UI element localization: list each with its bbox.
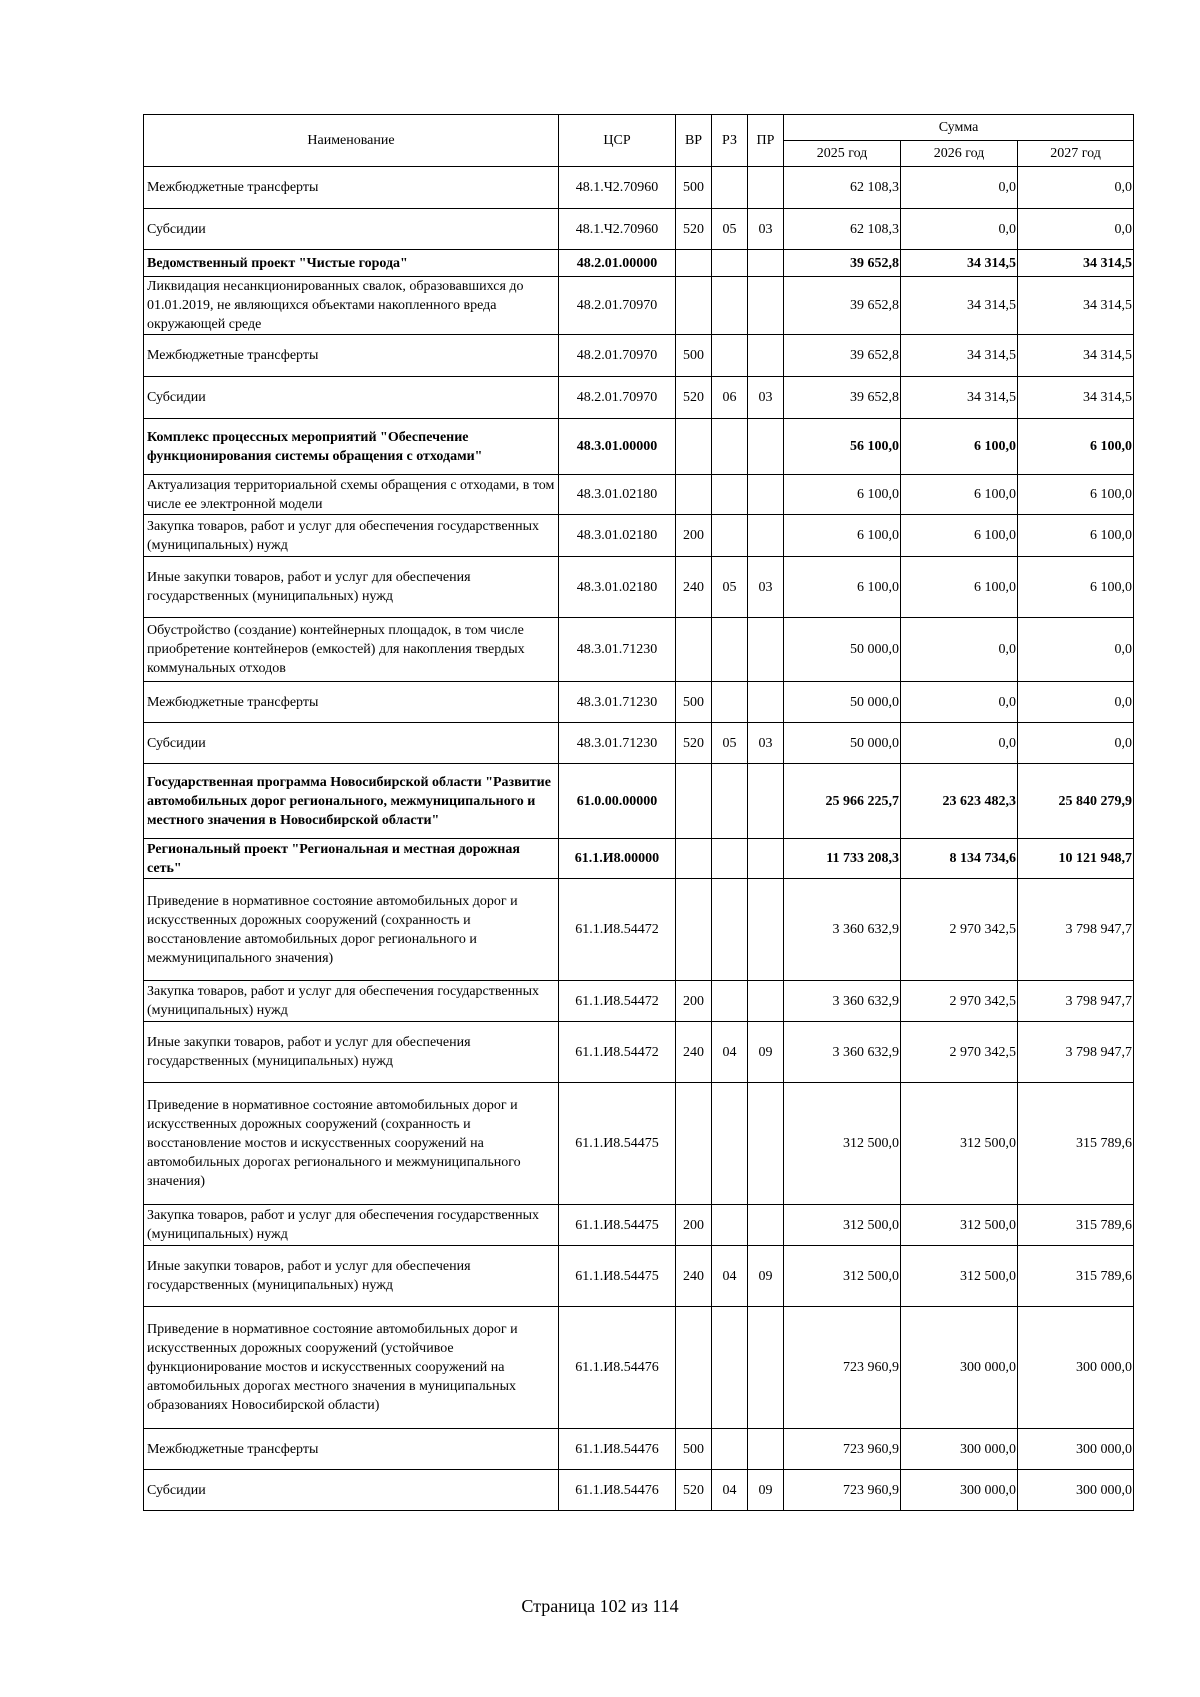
cell-vr (676, 419, 712, 475)
cell-name: Межбюджетные трансферты (144, 682, 559, 723)
cell-vr: 200 (676, 515, 712, 557)
table-row (144, 981, 1134, 1022)
cell-csr: 61.1.И8.00000 (559, 839, 676, 879)
cell-rz (712, 419, 748, 475)
cell-vr: 200 (676, 1205, 712, 1246)
header-year-2025: 2025 год (784, 141, 901, 167)
cell-csr: 61.1.И8.54476 (559, 1429, 676, 1470)
cell-2025: 6 100,0 (784, 475, 901, 515)
table-row (144, 1022, 1134, 1083)
cell-rz (712, 250, 748, 277)
cell-csr: 48.3.01.00000 (559, 419, 676, 475)
cell-2027: 300 000,0 (1018, 1307, 1134, 1429)
cell-2025: 3 360 632,9 (784, 879, 901, 981)
cell-2027: 0,0 (1018, 682, 1134, 723)
table-row (144, 1470, 1134, 1511)
cell-2026: 300 000,0 (901, 1470, 1018, 1511)
cell-2026: 0,0 (901, 209, 1018, 250)
cell-vr: 240 (676, 1022, 712, 1083)
table-row (144, 250, 1134, 277)
table-row (144, 475, 1134, 515)
cell-name: Актуализация территориальной схемы обращения с отходами, в том числе ее электронной модели (144, 475, 559, 515)
cell-2027: 315 789,6 (1018, 1083, 1134, 1205)
cell-2025: 50 000,0 (784, 723, 901, 764)
cell-vr: 520 (676, 377, 712, 419)
cell-name: Межбюджетные трансферты (144, 1429, 559, 1470)
cell-pr (748, 879, 784, 981)
cell-2026: 312 500,0 (901, 1246, 1018, 1307)
cell-pr (748, 277, 784, 335)
cell-rz: 04 (712, 1022, 748, 1083)
cell-2025: 312 500,0 (784, 1205, 901, 1246)
cell-pr (748, 475, 784, 515)
cell-2027: 34 314,5 (1018, 377, 1134, 419)
cell-2026: 0,0 (901, 682, 1018, 723)
cell-2025: 3 360 632,9 (784, 981, 901, 1022)
cell-2027: 0,0 (1018, 618, 1134, 682)
cell-2027: 3 798 947,7 (1018, 981, 1134, 1022)
cell-pr (748, 250, 784, 277)
cell-2027: 34 314,5 (1018, 335, 1134, 377)
cell-vr (676, 839, 712, 879)
cell-2025: 723 960,9 (784, 1307, 901, 1429)
table-row (144, 167, 1134, 209)
cell-vr: 500 (676, 682, 712, 723)
cell-name: Ведомственный проект "Чистые города" (144, 250, 559, 277)
cell-name: Субсидии (144, 1470, 559, 1511)
cell-pr (748, 1083, 784, 1205)
cell-2025: 6 100,0 (784, 557, 901, 618)
cell-2026: 6 100,0 (901, 515, 1018, 557)
cell-csr: 48.3.01.02180 (559, 515, 676, 557)
cell-name: Иные закупки товаров, работ и услуг для обеспечения государственных (муниципальных) нужд (144, 1246, 559, 1307)
cell-2025: 39 652,8 (784, 250, 901, 277)
cell-pr: 09 (748, 1022, 784, 1083)
cell-csr: 48.3.01.71230 (559, 618, 676, 682)
cell-2027: 315 789,6 (1018, 1246, 1134, 1307)
cell-pr (748, 1429, 784, 1470)
cell-pr (748, 618, 784, 682)
table-row (144, 764, 1134, 839)
cell-csr: 48.3.01.02180 (559, 475, 676, 515)
cell-rz (712, 1307, 748, 1429)
cell-csr: 61.1.И8.54475 (559, 1246, 676, 1307)
cell-2025: 723 960,9 (784, 1470, 901, 1511)
cell-pr (748, 764, 784, 839)
cell-rz (712, 618, 748, 682)
table-row (144, 515, 1134, 557)
cell-2026: 23 623 482,3 (901, 764, 1018, 839)
header-sum: Сумма (784, 115, 1134, 141)
table-row (144, 335, 1134, 377)
cell-csr: 61.1.И8.54472 (559, 1022, 676, 1083)
cell-name: Приведение в нормативное состояние автомобильных дорог и искусственных дорожных сооружений (сохранность и восстановление мостов и искусственных сооружений на автомобильных дорогах регионального и межмуниципального значения) (144, 1083, 559, 1205)
cell-rz (712, 879, 748, 981)
table-row (144, 1307, 1134, 1429)
cell-2026: 34 314,5 (901, 335, 1018, 377)
table-row (144, 618, 1134, 682)
cell-2025: 723 960,9 (784, 1429, 901, 1470)
budget-table (143, 114, 1134, 1511)
cell-pr (748, 167, 784, 209)
cell-rz (712, 764, 748, 839)
cell-2025: 39 652,8 (784, 335, 901, 377)
cell-name: Закупка товаров, работ и услуг для обеспечения государственных (муниципальных) нужд (144, 981, 559, 1022)
cell-vr: 520 (676, 209, 712, 250)
cell-2026: 6 100,0 (901, 419, 1018, 475)
cell-rz: 05 (712, 209, 748, 250)
cell-pr (748, 335, 784, 377)
cell-2026: 34 314,5 (901, 377, 1018, 419)
cell-rz (712, 1083, 748, 1205)
cell-pr: 03 (748, 557, 784, 618)
cell-pr (748, 1307, 784, 1429)
header-vr: ВР (676, 115, 712, 167)
cell-pr: 03 (748, 209, 784, 250)
table-row (144, 277, 1134, 335)
cell-rz: 05 (712, 723, 748, 764)
cell-2025: 62 108,3 (784, 209, 901, 250)
cell-2026: 300 000,0 (901, 1307, 1018, 1429)
cell-pr (748, 981, 784, 1022)
cell-name: Ликвидация несанкционированных свалок, образовавшихся до 01.01.2019, не являющихся объектами накопленного вреда окружающей среде (144, 277, 559, 335)
cell-rz (712, 682, 748, 723)
cell-vr: 500 (676, 1429, 712, 1470)
cell-vr: 500 (676, 335, 712, 377)
cell-pr: 09 (748, 1246, 784, 1307)
cell-name: Межбюджетные трансферты (144, 335, 559, 377)
table-row (144, 557, 1134, 618)
table-row (144, 839, 1134, 879)
cell-2025: 3 360 632,9 (784, 1022, 901, 1083)
cell-name: Субсидии (144, 377, 559, 419)
cell-csr: 48.2.01.70970 (559, 277, 676, 335)
cell-csr: 48.1.Ч2.70960 (559, 167, 676, 209)
cell-2025: 39 652,8 (784, 277, 901, 335)
cell-rz (712, 839, 748, 879)
cell-name: Приведение в нормативное состояние автомобильных дорог и искусственных дорожных сооружений (сохранность и восстановление автомобильных дорог регионального и межмуниципального значения) (144, 879, 559, 981)
table-body (144, 167, 1134, 1511)
cell-2027: 6 100,0 (1018, 515, 1134, 557)
cell-2025: 312 500,0 (784, 1246, 901, 1307)
cell-2025: 56 100,0 (784, 419, 901, 475)
cell-2027: 6 100,0 (1018, 419, 1134, 475)
cell-pr (748, 682, 784, 723)
cell-2027: 0,0 (1018, 209, 1134, 250)
cell-csr: 48.1.Ч2.70960 (559, 209, 676, 250)
page-number: Страница 102 из 114 (521, 1596, 679, 1616)
table-row (144, 879, 1134, 981)
cell-vr (676, 250, 712, 277)
cell-rz (712, 277, 748, 335)
cell-2027: 10 121 948,7 (1018, 839, 1134, 879)
cell-csr: 48.2.01.70970 (559, 335, 676, 377)
header-name: Наименование (144, 115, 559, 167)
table-header (144, 115, 1134, 167)
cell-2025: 312 500,0 (784, 1083, 901, 1205)
cell-2027: 6 100,0 (1018, 557, 1134, 618)
cell-name: Субсидии (144, 209, 559, 250)
cell-vr: 500 (676, 167, 712, 209)
cell-2027: 6 100,0 (1018, 475, 1134, 515)
cell-name: Региональный проект "Региональная и местная дорожная сеть" (144, 839, 559, 879)
cell-pr: 03 (748, 723, 784, 764)
header-year-2026: 2026 год (901, 141, 1018, 167)
cell-rz (712, 475, 748, 515)
header-pr: ПР (748, 115, 784, 167)
cell-csr: 48.3.01.71230 (559, 723, 676, 764)
table-row (144, 1083, 1134, 1205)
cell-2027: 315 789,6 (1018, 1205, 1134, 1246)
cell-vr (676, 1307, 712, 1429)
table-row (144, 209, 1134, 250)
cell-csr: 48.3.01.71230 (559, 682, 676, 723)
cell-2025: 50 000,0 (784, 618, 901, 682)
cell-vr (676, 618, 712, 682)
cell-name: Закупка товаров, работ и услуг для обеспечения государственных (муниципальных) нужд (144, 515, 559, 557)
cell-csr: 61.1.И8.54475 (559, 1083, 676, 1205)
cell-pr: 09 (748, 1470, 784, 1511)
cell-name: Комплекс процессных мероприятий "Обеспечение функционирования системы обращения с отходами" (144, 419, 559, 475)
cell-2026: 2 970 342,5 (901, 1022, 1018, 1083)
cell-name: Государственная программа Новосибирской области "Развитие автомобильных дорог регионального, межмуниципального и местного значения в Новосибирской области" (144, 764, 559, 839)
cell-2027: 0,0 (1018, 167, 1134, 209)
cell-csr: 48.2.01.00000 (559, 250, 676, 277)
cell-rz (712, 167, 748, 209)
cell-2026: 0,0 (901, 723, 1018, 764)
cell-name: Субсидии (144, 723, 559, 764)
cell-2025: 39 652,8 (784, 377, 901, 419)
cell-rz: 04 (712, 1470, 748, 1511)
cell-2026: 312 500,0 (901, 1205, 1018, 1246)
cell-name: Иные закупки товаров, работ и услуг для обеспечения государственных (муниципальных) нужд (144, 557, 559, 618)
cell-rz (712, 981, 748, 1022)
cell-name: Межбюджетные трансферты (144, 167, 559, 209)
cell-vr (676, 1083, 712, 1205)
cell-name: Обустройство (создание) контейнерных площадок, в том числе приобретение контейнеров (емкостей) для накопления твердых коммунальных отходов (144, 618, 559, 682)
cell-2026: 8 134 734,6 (901, 839, 1018, 879)
table-row (144, 723, 1134, 764)
cell-2025: 6 100,0 (784, 515, 901, 557)
cell-2027: 34 314,5 (1018, 277, 1134, 335)
cell-2025: 62 108,3 (784, 167, 901, 209)
cell-csr: 61.1.И8.54476 (559, 1470, 676, 1511)
cell-vr: 520 (676, 723, 712, 764)
table-row (144, 377, 1134, 419)
cell-csr: 61.1.И8.54475 (559, 1205, 676, 1246)
table-row (144, 419, 1134, 475)
cell-pr: 03 (748, 377, 784, 419)
cell-csr: 48.3.01.02180 (559, 557, 676, 618)
cell-2025: 50 000,0 (784, 682, 901, 723)
cell-pr (748, 1205, 784, 1246)
cell-2026: 0,0 (901, 167, 1018, 209)
cell-2027: 25 840 279,9 (1018, 764, 1134, 839)
cell-pr (748, 839, 784, 879)
cell-rz: 06 (712, 377, 748, 419)
cell-2027: 300 000,0 (1018, 1429, 1134, 1470)
cell-2025: 11 733 208,3 (784, 839, 901, 879)
cell-csr: 61.1.И8.54476 (559, 1307, 676, 1429)
cell-rz (712, 335, 748, 377)
cell-rz (712, 515, 748, 557)
cell-rz: 05 (712, 557, 748, 618)
cell-vr: 240 (676, 1246, 712, 1307)
cell-pr (748, 419, 784, 475)
header-csr: ЦСР (559, 115, 676, 167)
header-year-2027: 2027 год (1018, 141, 1134, 167)
cell-2026: 2 970 342,5 (901, 981, 1018, 1022)
cell-csr: 61.1.И8.54472 (559, 879, 676, 981)
cell-vr (676, 879, 712, 981)
cell-rz (712, 1205, 748, 1246)
cell-2026: 300 000,0 (901, 1429, 1018, 1470)
table-row (144, 1205, 1134, 1246)
cell-vr: 520 (676, 1470, 712, 1511)
cell-name: Приведение в нормативное состояние автомобильных дорог и искусственных дорожных сооружений (устойчивое функционирование мостов и искусственных сооружений на автомобильных дорогах местного значения в муниципальных образованиях Новосибирской области) (144, 1307, 559, 1429)
cell-vr (676, 475, 712, 515)
cell-csr: 61.0.00.00000 (559, 764, 676, 839)
table-row (144, 682, 1134, 723)
cell-csr: 61.1.И8.54472 (559, 981, 676, 1022)
cell-2027: 34 314,5 (1018, 250, 1134, 277)
cell-rz: 04 (712, 1246, 748, 1307)
cell-pr (748, 515, 784, 557)
cell-2026: 2 970 342,5 (901, 879, 1018, 981)
cell-2026: 312 500,0 (901, 1083, 1018, 1205)
cell-2027: 3 798 947,7 (1018, 1022, 1134, 1083)
header-row-1 (144, 115, 1134, 141)
cell-vr: 200 (676, 981, 712, 1022)
cell-vr (676, 764, 712, 839)
cell-2026: 6 100,0 (901, 475, 1018, 515)
cell-name: Закупка товаров, работ и услуг для обеспечения государственных (муниципальных) нужд (144, 1205, 559, 1246)
table-row (144, 1429, 1134, 1470)
cell-2025: 25 966 225,7 (784, 764, 901, 839)
cell-2026: 0,0 (901, 618, 1018, 682)
cell-2027: 3 798 947,7 (1018, 879, 1134, 981)
cell-vr: 240 (676, 557, 712, 618)
cell-2026: 34 314,5 (901, 277, 1018, 335)
cell-vr (676, 277, 712, 335)
cell-2027: 0,0 (1018, 723, 1134, 764)
header-rz: РЗ (712, 115, 748, 167)
cell-2027: 300 000,0 (1018, 1470, 1134, 1511)
cell-name: Иные закупки товаров, работ и услуг для обеспечения государственных (муниципальных) нужд (144, 1022, 559, 1083)
cell-2026: 6 100,0 (901, 557, 1018, 618)
table-row (144, 1246, 1134, 1307)
cell-2026: 34 314,5 (901, 250, 1018, 277)
cell-rz (712, 1429, 748, 1470)
cell-csr: 48.2.01.70970 (559, 377, 676, 419)
